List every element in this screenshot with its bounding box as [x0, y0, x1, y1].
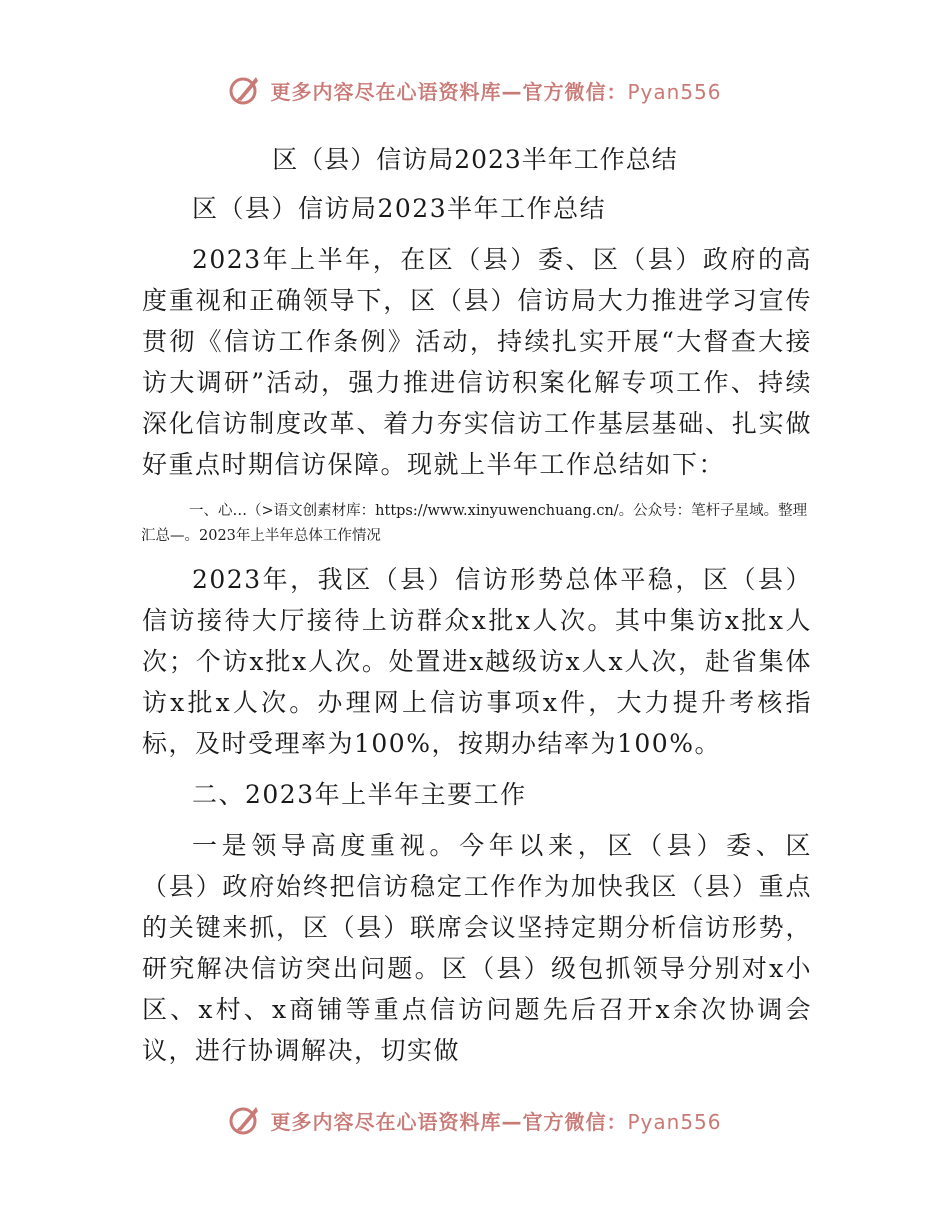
banner-text [270, 1106, 721, 1135]
paragraph-intro: 2023年上半年，在区（县）委、区（县）政府的高度重视和正确领导下，区（县）信访局大力推进学习宣传贯彻《信访工作条例》活动，持续扎实开展“大督查大接访大调研”活动，强力推进信访积案化解专项工作、持续深化信访制度改革、着力夯实信访工作基层基础、扎实做好重点时期信访保障。现就上半年工作总结如下： [142, 245, 812, 479]
banner-wechat-label: 官方微信： [522, 79, 628, 104]
header-watermark-banner [0, 70, 950, 110]
section-heading-main-work: 二、2023年上半年主要工作 [192, 780, 527, 809]
document-title: 区（县）信访局2023半年工作总结 [272, 145, 678, 174]
banner-main-text: 更多内容尽在心语资料库 [270, 1109, 502, 1134]
source-note: 一、心…（>语文创素材库：https://www.xinyuwenchuang.cn/。公众号：笔杆子星域。整理汇总—。2023年上半年总体工作情况 [141, 503, 808, 544]
banner-wechat-id: Pyan556 [627, 1109, 722, 1134]
footer-watermark-banner [0, 1100, 950, 1140]
banner-wechat-id: Pyan556 [627, 79, 722, 104]
banner-wechat-label: 官方微信： [522, 1109, 628, 1134]
banner-text [270, 76, 721, 105]
document-body [142, 188, 812, 1071]
banner-separator: — [501, 79, 523, 104]
banner-separator: — [501, 1109, 523, 1134]
paragraph-overview: 2023年，我区（县）信访形势总体平稳，区（县）信访接待大厅接待上访群众x批x人次。其中集访x批x人次；个访x批x人次。处置进x越级访x人x人次，赴省集体访x批x人次。办理网上信访事项x件，大力提升考核指标，及时受理率为100%，按期办结率为100%。 [142, 565, 812, 758]
paragraph-leadership: 一是领导高度重视。今年以来，区（县）委、区（县）政府始终把信访稳定工作作为加快我区（县）重点的关键来抓，区（县）联席会议坚持定期分析信访形势，研究解决信访突出问题。区（县）级包抓领导分别对x小区、x村、x商铺等重点信访问题先后召开x余次协调会议，进行协调解决，切实做 [142, 831, 812, 1065]
quill-pen-logo-icon [228, 73, 262, 107]
document-subtitle: 区（县）信访局2023半年工作总结 [192, 194, 607, 223]
banner-main-text: 更多内容尽在心语资料库 [270, 79, 502, 104]
quill-pen-logo-icon [228, 1103, 262, 1137]
